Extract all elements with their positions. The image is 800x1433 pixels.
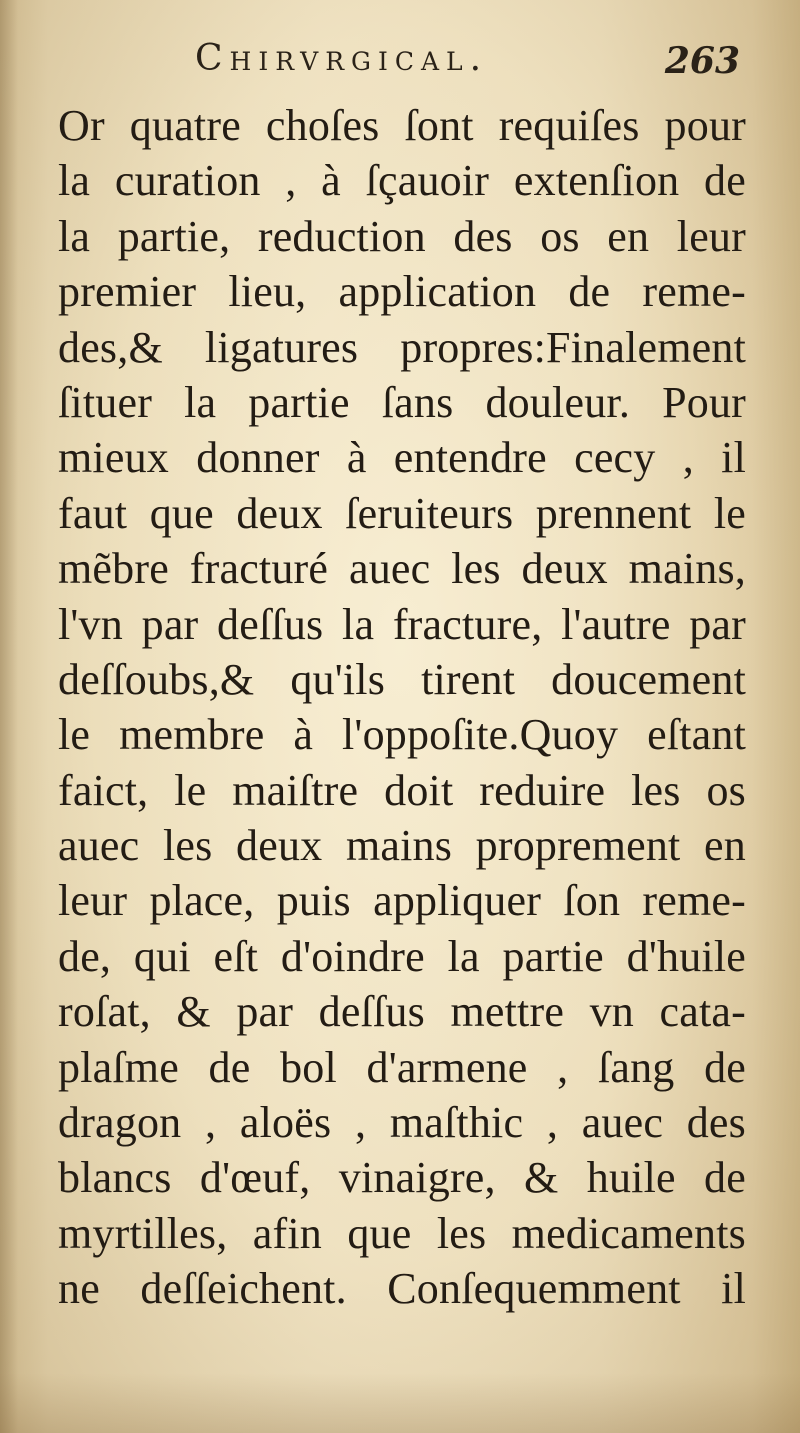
- running-head-title: Chirvrgical.: [195, 38, 489, 79]
- text-line: le membre à l'oppoſite.Quoy eſtant: [58, 710, 746, 760]
- text-line: Or quatre choſes ſont requiſes pour: [58, 101, 746, 150]
- text-line: mẽbre fracturé auec les deux mains,: [58, 544, 746, 594]
- text-line: ne deſſeichent. Conſequemment il: [58, 1264, 746, 1314]
- text-line: auec les deux mains proprement en: [58, 821, 746, 871]
- text-line: blancs d'œuf, vinaigre, & huile de: [58, 1153, 746, 1203]
- page-number: 263: [664, 40, 740, 82]
- body-text: [58, 98, 746, 1317]
- page-gutter-shadow: [0, 0, 18, 1433]
- text-line: la partie, reduction des os en leur: [58, 211, 746, 261]
- text-line: myrtilles, afin que les medicaments: [58, 1208, 746, 1258]
- text-line: leur place, puis appliquer ſon reme-: [58, 876, 746, 926]
- page-bottom-shadow: [0, 1373, 800, 1433]
- text-line: des,& ligatures propres:Finalement: [58, 322, 746, 372]
- text-line: deſſoubs,& qu'ils tirent doucement: [58, 654, 746, 704]
- text-line: faict, le maiſtre doit reduire les os: [58, 765, 746, 815]
- running-head: [60, 38, 740, 94]
- text-line: premier lieu, application de reme-: [58, 267, 746, 317]
- text-line: mieux donner à entendre cecy , il: [58, 433, 746, 483]
- text-line: dragon , aloës , maſthic , auec des: [58, 1098, 746, 1148]
- text-line: ſituer la partie ſans douleur. Pour: [58, 377, 746, 427]
- text-line: plaſme de bol d'armene , ſang de: [58, 1042, 746, 1092]
- text-line: de, qui eſt d'oindre la partie d'huile: [58, 931, 746, 981]
- text-line: faut que deux ſeruiteurs prennent le: [58, 488, 746, 538]
- text-line: roſat, & par deſſus mettre vn cata-: [58, 987, 746, 1037]
- text-line: la curation , à ſçauoir extenſion de: [58, 156, 746, 206]
- text-line: l'vn par deſſus la fracture, l'autre par: [58, 599, 746, 649]
